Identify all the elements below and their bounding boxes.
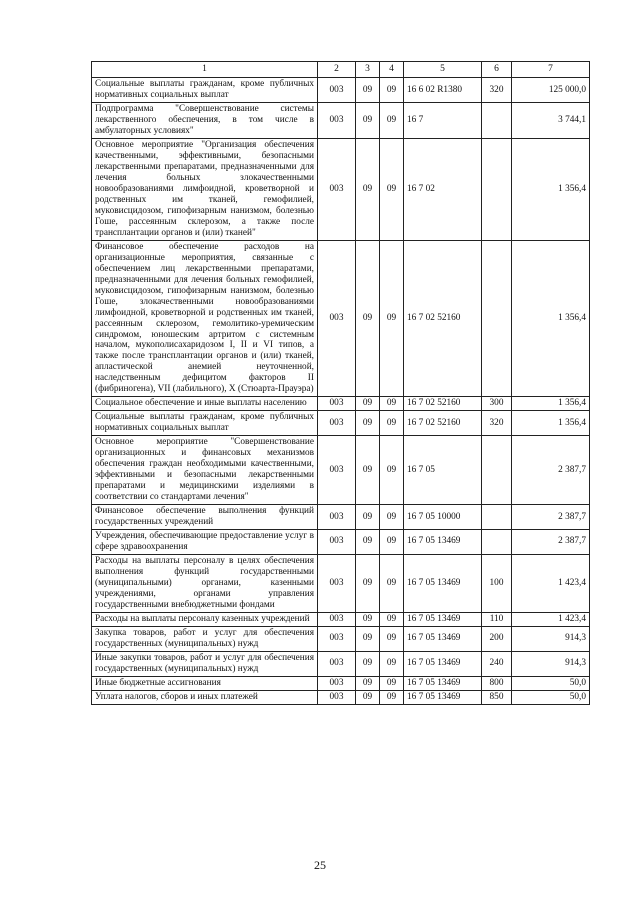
expense-type-cell [482, 103, 512, 139]
ministry-code-cell: 003 [318, 651, 356, 676]
section-code-cell: 09 [356, 676, 380, 690]
table-row [92, 651, 590, 676]
budget-table [91, 61, 590, 705]
header-row [92, 62, 590, 78]
expense-type-cell: 800 [482, 676, 512, 690]
table-row [92, 397, 590, 411]
amount-cell: 1 356,4 [512, 411, 590, 436]
row-name-cell: Расходы на выплаты персоналу в целях обеспечения выполнения функций государственными (муниципальными) органами, казенными учреждениями, органами управления государственными внебюджетными фондами [92, 554, 318, 612]
subsection-code-cell: 09 [380, 397, 404, 411]
amount-cell: 125 000,0 [512, 78, 590, 103]
amount-cell: 2 387,7 [512, 505, 590, 530]
target-code-cell: 16 7 05 13469 [404, 554, 482, 612]
target-code-cell: 16 7 02 52160 [404, 411, 482, 436]
table-row [92, 690, 590, 704]
subsection-code-cell: 09 [380, 529, 404, 554]
expense-type-cell [482, 436, 512, 505]
subsection-code-cell: 09 [380, 651, 404, 676]
expense-type-cell: 320 [482, 78, 512, 103]
header-cell: 7 [512, 62, 590, 78]
ministry-code-cell: 003 [318, 505, 356, 530]
target-code-cell: 16 7 02 52160 [404, 397, 482, 411]
subsection-code-cell: 09 [380, 240, 404, 397]
ministry-code-cell: 003 [318, 554, 356, 612]
table-row [92, 626, 590, 651]
row-name-cell: Учреждения, обеспечивающие предоставление услуг в сфере здравоохранения [92, 529, 318, 554]
expense-type-cell: 200 [482, 626, 512, 651]
expense-type-cell: 300 [482, 397, 512, 411]
target-code-cell: 16 7 05 13469 [404, 651, 482, 676]
row-name-cell: Основное мероприятие "Организация обеспечения качественными, эффективными, безопасными лекарственными препаратами, предназначенными для лечения больных злокачественными новообразованиями лимфоидной, кроветворной и родственных им тканей, гемофилией, муковисцидозом, гипофизарным нанизмом, болезнью Гоше, рассеянным склерозом, а также после трансплантации органов и (или) тканей" [92, 139, 318, 241]
target-code-cell: 16 7 05 10000 [404, 505, 482, 530]
row-name-cell: Основное мероприятие "Совершенствование организационных и финансовых механизмов обеспечения граждан необходимыми качественными, эффективными и безопасными лекарственными препаратами и медицинскими изделиями в соответствии со стандартами лечения" [92, 436, 318, 505]
target-code-cell: 16 7 [404, 103, 482, 139]
ministry-code-cell: 003 [318, 676, 356, 690]
amount-cell: 1 356,4 [512, 240, 590, 397]
row-name-cell: Финансовое обеспечение расходов на организационные мероприятия, связанные с обеспечением лиц лекарственными препаратами, предназначенными для лечения больных гемофилией, муковисцидозом, гипофизарным нанизмом, болезнью Гоше, злокачественными новообразованиями лимфоидной, кроветворной и родственных им тканей, рассеянным склерозом, гемолитико-уремическим синдромом, юношеским артритом с системным началом, мукополисахаридозом I, II и VI типов, а также после трансплантации органов и (или) тканей, апластической анемией неуточненной, наследственным дефицитом факторов II (фибриногена), VII (лабильного), X (Стюарта-Прауэра) [92, 240, 318, 397]
amount-cell: 50,0 [512, 676, 590, 690]
ministry-code-cell: 003 [318, 240, 356, 397]
section-code-cell: 09 [356, 103, 380, 139]
subsection-code-cell: 09 [380, 626, 404, 651]
amount-cell: 1 356,4 [512, 139, 590, 241]
target-code-cell: 16 7 05 13469 [404, 690, 482, 704]
subsection-code-cell: 09 [380, 505, 404, 530]
table-row [92, 78, 590, 103]
table-body [92, 78, 590, 704]
amount-cell: 1 356,4 [512, 397, 590, 411]
target-code-cell: 16 7 05 13469 [404, 676, 482, 690]
ministry-code-cell: 003 [318, 103, 356, 139]
table-row [92, 139, 590, 241]
expense-type-cell: 850 [482, 690, 512, 704]
section-code-cell: 09 [356, 612, 380, 626]
header-cell: 3 [356, 62, 380, 78]
row-name-cell: Расходы на выплаты персоналу казенных учреждений [92, 612, 318, 626]
expense-type-cell [482, 505, 512, 530]
table-row [92, 554, 590, 612]
ministry-code-cell: 003 [318, 436, 356, 505]
amount-cell: 1 423,4 [512, 554, 590, 612]
section-code-cell: 09 [356, 139, 380, 241]
section-code-cell: 09 [356, 397, 380, 411]
section-code-cell: 09 [356, 554, 380, 612]
amount-cell: 914,3 [512, 651, 590, 676]
row-name-cell: Иные закупки товаров, работ и услуг для обеспечения государственных (муниципальных) нужд [92, 651, 318, 676]
amount-cell: 1 423,4 [512, 612, 590, 626]
section-code-cell: 09 [356, 529, 380, 554]
header-cell: 5 [404, 62, 482, 78]
page-number: 25 [314, 858, 326, 872]
row-name-cell: Закупка товаров, работ и услуг для обеспечения государственных (муниципальных) нужд [92, 626, 318, 651]
target-code-cell: 16 7 05 [404, 436, 482, 505]
row-name-cell: Уплата налогов, сборов и иных платежей [92, 690, 318, 704]
section-code-cell: 09 [356, 240, 380, 397]
target-code-cell: 16 7 05 13469 [404, 626, 482, 651]
subsection-code-cell: 09 [380, 103, 404, 139]
amount-cell: 2 387,7 [512, 529, 590, 554]
section-code-cell: 09 [356, 436, 380, 505]
target-code-cell: 16 7 02 [404, 139, 482, 241]
target-code-cell: 16 7 05 13469 [404, 529, 482, 554]
header-cell: 4 [380, 62, 404, 78]
ministry-code-cell: 003 [318, 612, 356, 626]
subsection-code-cell: 09 [380, 78, 404, 103]
section-code-cell: 09 [356, 78, 380, 103]
header-cell: 2 [318, 62, 356, 78]
subsection-code-cell: 09 [380, 612, 404, 626]
subsection-code-cell: 09 [380, 139, 404, 241]
ministry-code-cell: 003 [318, 411, 356, 436]
table-row [92, 529, 590, 554]
amount-cell: 2 387,7 [512, 436, 590, 505]
row-name-cell: Финансовое обеспечение выполнения функций государственных учреждений [92, 505, 318, 530]
row-name-cell: Подпрограмма "Совершенствование системы лекарственного обеспечения, в том числе в амбулаторных условиях" [92, 103, 318, 139]
expense-type-cell: 110 [482, 612, 512, 626]
section-code-cell: 09 [356, 505, 380, 530]
subsection-code-cell: 09 [380, 554, 404, 612]
target-code-cell: 16 7 02 52160 [404, 240, 482, 397]
table-row [92, 505, 590, 530]
section-code-cell: 09 [356, 690, 380, 704]
row-name-cell: Иные бюджетные ассигнования [92, 676, 318, 690]
subsection-code-cell: 09 [380, 411, 404, 436]
section-code-cell: 09 [356, 651, 380, 676]
expense-type-cell [482, 529, 512, 554]
expense-type-cell [482, 139, 512, 241]
table-row [92, 411, 590, 436]
row-name-cell: Социальное обеспечение и иные выплаты населению [92, 397, 318, 411]
ministry-code-cell: 003 [318, 139, 356, 241]
ministry-code-cell: 003 [318, 78, 356, 103]
header-cell: 6 [482, 62, 512, 78]
ministry-code-cell: 003 [318, 626, 356, 651]
amount-cell: 914,3 [512, 626, 590, 651]
table-row [92, 436, 590, 505]
target-code-cell: 16 7 05 13469 [404, 612, 482, 626]
expense-type-cell [482, 240, 512, 397]
row-name-cell: Социальные выплаты гражданам, кроме публичных нормативных социальных выплат [92, 411, 318, 436]
amount-cell: 3 744,1 [512, 103, 590, 139]
table-row [92, 240, 590, 397]
table-row [92, 676, 590, 690]
expense-type-cell: 320 [482, 411, 512, 436]
amount-cell: 50,0 [512, 690, 590, 704]
expense-type-cell: 100 [482, 554, 512, 612]
header-cell: 1 [92, 62, 318, 78]
target-code-cell: 16 6 02 R1380 [404, 78, 482, 103]
expense-type-cell: 240 [482, 651, 512, 676]
subsection-code-cell: 09 [380, 436, 404, 505]
ministry-code-cell: 003 [318, 690, 356, 704]
table-row [92, 612, 590, 626]
table-row [92, 103, 590, 139]
ministry-code-cell: 003 [318, 397, 356, 411]
subsection-code-cell: 09 [380, 676, 404, 690]
section-code-cell: 09 [356, 411, 380, 436]
section-code-cell: 09 [356, 626, 380, 651]
ministry-code-cell: 003 [318, 529, 356, 554]
subsection-code-cell: 09 [380, 690, 404, 704]
row-name-cell: Социальные выплаты гражданам, кроме публичных нормативных социальных выплат [92, 78, 318, 103]
